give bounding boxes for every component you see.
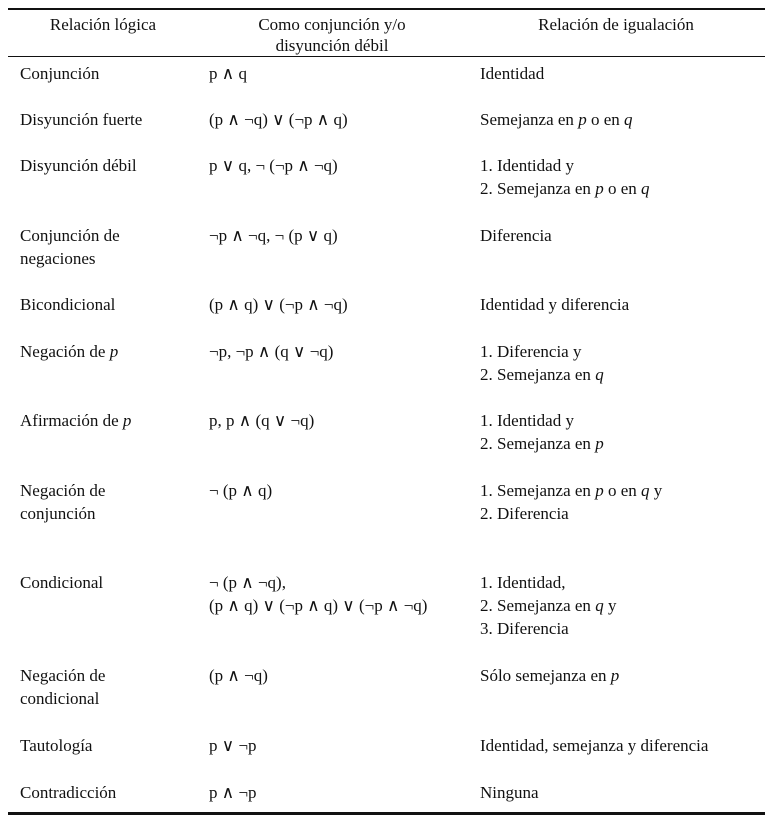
cell-equalization — [480, 409, 770, 455]
cell-logical-relation — [20, 340, 200, 363]
table-top-rule — [8, 8, 765, 10]
relation-segment: Condicional — [20, 573, 104, 592]
equalization-segment: y 3. Diferencia — [480, 596, 617, 638]
equalization-segment: 1. Identidad, 2. Semejanza en — [480, 573, 591, 615]
cell-formula: p, p ∧ (q ∨ ¬q) — [209, 411, 315, 430]
relation-segment: Bicondicional — [20, 295, 116, 314]
cell-equalization — [480, 62, 770, 85]
relation-segment: Tautología — [20, 736, 93, 755]
cell-logical-relation — [20, 734, 200, 757]
cell-formula: ¬ (p ∧ q) — [209, 481, 273, 500]
cell-formula: ¬ (p ∧ ¬q), (p ∧ q) ∨ (¬p ∧ q) ∨ (¬p ∧ ¬q) — [209, 573, 428, 615]
cell-logical-relation — [20, 154, 200, 177]
relation-segment: Conjunción de negaciones — [20, 226, 120, 268]
cell-equalization — [480, 224, 770, 247]
cell-formula: (p ∧ q) ∨ (¬p ∧ ¬q) — [209, 295, 348, 314]
cell-formula: p ∧ ¬p — [209, 783, 257, 802]
cell-equalization — [480, 781, 770, 804]
equalization-segment: q — [640, 179, 650, 198]
cell-logical-relation — [20, 781, 200, 804]
table-bottom-rule — [8, 812, 765, 815]
cell-formula: ¬p ∧ ¬q, ¬ (p ∨ q) — [209, 226, 338, 245]
cell-equalization — [480, 293, 770, 316]
cell-formula: p ∨ q, ¬ (¬p ∧ ¬q) — [209, 156, 338, 175]
cell-equalization — [480, 571, 770, 640]
cell-formula: p ∧ q — [209, 64, 247, 83]
equalization-segment: o en — [603, 481, 641, 500]
equalization-segment: 1. Diferencia y 2. Semejanza en — [480, 342, 591, 384]
relation-segment: Disyunción débil — [20, 156, 137, 175]
cell-formula: (p ∧ ¬q) ∨ (¬p ∧ q) — [209, 110, 348, 129]
equalization-segment: y 2. Diferencia — [480, 481, 663, 523]
relation-segment: p — [122, 411, 132, 430]
equalization-segment: 1. Identidad y 2. Semejanza en — [480, 156, 591, 198]
cell-logical-relation — [20, 664, 200, 710]
relation-segment: Negación de condicional — [20, 666, 106, 708]
header-logical-relation: Relación lógica — [49, 15, 157, 34]
cell-logical-relation — [20, 224, 200, 270]
relation-segment: Negación de conjunción — [20, 481, 106, 523]
relation-segment: Conjunción — [20, 64, 100, 83]
equalization-segment: q — [640, 481, 650, 500]
equalization-segment: p — [595, 434, 604, 453]
header-rule — [8, 56, 765, 57]
equalization-segment: o en — [586, 110, 624, 129]
cell-logical-relation — [20, 108, 200, 131]
equalization-segment: Sólo semejanza en — [480, 666, 611, 685]
equalization-segment: q — [595, 365, 604, 384]
cell-equalization — [480, 664, 770, 687]
equalization-segment: p — [595, 179, 604, 198]
cell-equalization — [480, 108, 770, 131]
relation-segment: Contradicción — [20, 783, 117, 802]
equalization-segment: p — [595, 481, 604, 500]
equalization-segment: o en — [603, 179, 641, 198]
equalization-segment: Identidad, semejanza y diferencia — [480, 736, 709, 755]
cell-formula: p ∨ ¬p — [209, 736, 257, 755]
relation-segment: Disyunción fuerte — [20, 110, 143, 129]
cell-logical-relation — [20, 571, 200, 594]
cell-logical-relation — [20, 62, 200, 85]
equalization-segment: q — [623, 110, 633, 129]
equalization-segment: Diferencia — [480, 226, 552, 245]
equalization-segment: q — [595, 596, 604, 615]
cell-logical-relation — [20, 409, 200, 432]
cell-equalization — [480, 154, 770, 200]
equalization-segment: p — [610, 666, 620, 685]
cell-formula: ¬p, ¬p ∧ (q ∨ ¬q) — [209, 342, 334, 361]
cell-equalization — [480, 734, 770, 757]
cell-formula: (p ∧ ¬q) — [209, 666, 268, 685]
equalization-segment: 1. Semejanza en — [480, 481, 596, 500]
cell-equalization — [480, 340, 770, 386]
equalization-segment: p — [578, 110, 587, 129]
cell-logical-relation — [20, 479, 200, 525]
equalization-segment: Identidad — [480, 64, 545, 83]
cell-logical-relation — [20, 293, 200, 316]
header-equalization-relation: Relación de igualación — [538, 15, 694, 34]
equalization-segment: Semejanza en — [480, 110, 579, 129]
relation-segment: Afirmación de — [20, 411, 123, 430]
equalization-segment: Identidad y diferencia — [480, 295, 630, 314]
equalization-segment: Ninguna — [480, 783, 539, 802]
cell-equalization — [480, 479, 770, 525]
relation-segment: Negación de — [20, 342, 110, 361]
header-conjunction-disjunction: Como conjunción y/o disyunción débil — [258, 15, 406, 55]
equalization-segment: 1. Identidad y 2. Semejanza en — [480, 411, 591, 453]
relation-segment: p — [109, 342, 119, 361]
